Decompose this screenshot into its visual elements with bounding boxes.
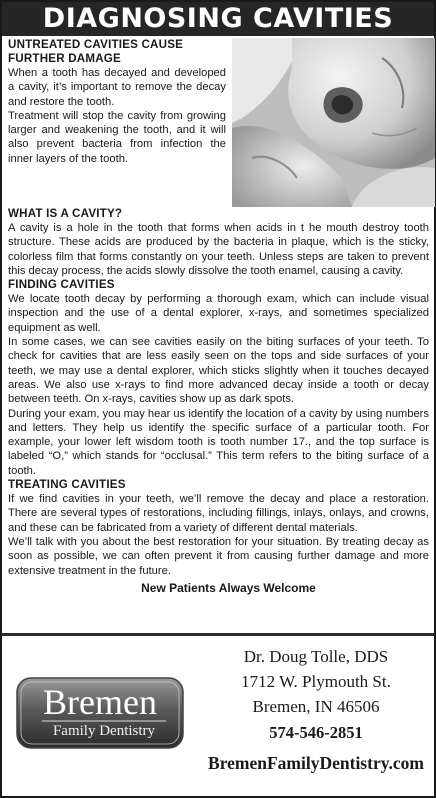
decayed-tooth-photo	[232, 38, 435, 207]
website-url: BremenFamilyDentistry.com	[208, 753, 424, 773]
untreated-paragraph-1: When a tooth has decayed and developed a cavity, it’s important to remove the decay and restore the tooth.	[8, 67, 226, 108]
intro-section	[8, 38, 429, 207]
practice-logo	[16, 674, 186, 752]
treating-heading: TREATING CAVITIES	[8, 478, 126, 492]
finding-paragraph-3: During your exam, you may hear us identify the location of a cavity by using numbers and letters. They help us identify the specific surface of a particular tooth. For example, your lower left wisdom tooth is tooth number 17., and the top surface is labeled “O,” which stands for “occlusal.” This term refers to the biting surface of a tooth.	[8, 407, 429, 477]
finding-paragraph-2: In some cases, we can see cavities easily on the biting surfaces of your teeth. To check for cavities that are less easily seen on the tops and side surfaces of your teeth, we may use a dental explorer, which sticks slightly when it touches decayed areas. We also use x-rays to find more advanced decay inside a tooth or decay between teeth. On x-rays, cavities show up as dark spots.	[8, 336, 429, 406]
contact-info	[198, 644, 434, 779]
street-address: 1712 W. Plymouth St.	[241, 672, 391, 691]
finding-heading: FINDING CAVITIES	[8, 278, 115, 292]
untreated-section	[8, 38, 226, 166]
what-is-paragraph: A cavity is a hole in the tooth that forms when acids in t he mouth destroy tooth structure. These acids are produced by the bacteria in plaque, which is the sticky, colorless film that forms constantly on your teeth. Unless steps are taken to prevent this decay process, the acids slowly dissolve the tooth enamel, causing a cavity.	[8, 222, 429, 277]
untreated-paragraph-2: Treatment will stop the cavity from growing larger and weakening the tooth, and it will also prevent bacteria from infection the inner layers of the tooth.	[8, 109, 226, 165]
article-body	[8, 38, 429, 596]
logo-subtitle: Family Dentistry	[52, 723, 156, 739]
ad-title: DIAGNOSING CAVITIES	[2, 2, 434, 36]
treating-paragraph-2: We’ll talk with you about the best restoration for your situation. By treating decay as soon as possible, we can often prevent it from causing further damage and more extensive treatment in the future.	[8, 535, 429, 577]
phone-number: 574-546-2851	[269, 723, 363, 742]
untreated-heading-line2: FURTHER DAMAGE	[8, 52, 121, 65]
doctor-name: Dr. Doug Tolle, DDS	[243, 647, 389, 666]
what-is-heading: WHAT IS A CAVITY?	[8, 207, 123, 220]
treating-paragraph-1: If we find cavities in your teeth, we’ll remove the decay and place a restoration. There are several types of restorations, including fillings, inlays, onlays, and crowns, and these can be fabricated from a variety of different dental materials.	[8, 493, 429, 534]
logo-wordmark: Bremen	[43, 682, 157, 722]
tooth-cavity-image	[232, 38, 435, 207]
footer	[2, 636, 434, 798]
finding-paragraph-1: We locate tooth decay by performing a thorough exam, which can include visual inspection and the use of a dental explorer, x-rays, and sometimes specialized equipment as well.	[8, 293, 429, 334]
welcome-tagline: New Patients Always Welcome	[141, 580, 316, 595]
untreated-heading-line1: UNTREATED CAVITIES CAUSE	[8, 38, 184, 51]
city-state-zip: Bremen, IN 46506	[252, 697, 380, 716]
bremen-logo-graphic	[16, 674, 186, 752]
